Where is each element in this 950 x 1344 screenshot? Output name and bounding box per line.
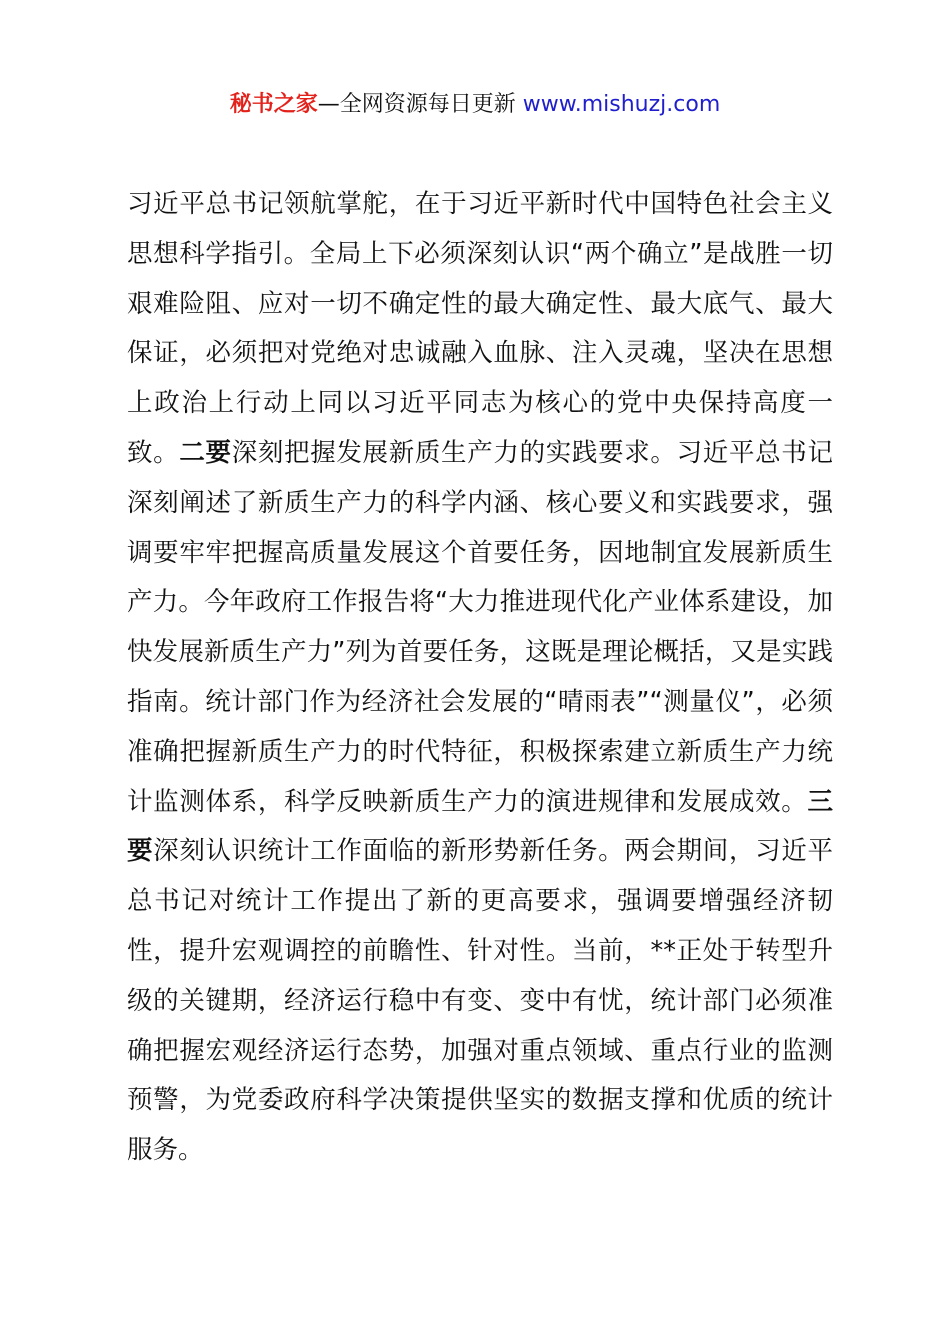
page-header (0, 88, 950, 122)
site-tagline: —全网资源每日更新 (317, 92, 523, 117)
point-three-lead: 三要 (127, 786, 833, 867)
paragraph-part-3: 深刻认识统计工作面临的新形势新任务。两会期间，习近平总书记对统计工作提出了新的更高要求，强调要增强经济韧性，提升宏观调控的前瞻性、针对性。当前，**正处于转型升级的关键期，经济运行稳中有变、变中有忧，统计部门必须准确把握宏观经济运行态势，加强对重点领域、重点行业的监测预警，为党委政府科学决策提供坚实的数据支撑和优质的统计服务。 (127, 836, 833, 1166)
body-paragraph (127, 180, 833, 1176)
site-brand: 秘书之家 (229, 92, 318, 117)
paragraph-part-2: 深刻把握发展新质生产力的实践要求。习近平总书记深刻阐述了新质生产力的科学内涵、核心要义和实践要求，强调要牢牢把握高质量发展这个首要任务，因地制宜发展新质生产力。今年政府工作报告将“大力推进现代化产业体系建设，加快发展新质生产力”列为首要任务，这既是理论概括，又是实践指南。统计部门作为经济社会发展的“晴雨表”“测量仪”，必须准确把握新质生产力的时代特征，积极探索建立新质生产力统计监测体系，科学反映新质生产力的演进规律和发展成效。 (127, 437, 833, 817)
point-two-lead: 二要 (179, 437, 232, 468)
site-url-link[interactable]: www.mishuzj.com (522, 92, 721, 117)
paragraph-part-1: 习近平总书记领航掌舵，在于习近平新时代中国特色社会主义思想科学指引。全局上下必须深刻认识“两个确立”是战胜一切艰难险阻、应对一切不确定性的最大确定性、最大底气、最大保证，必须把对党绝对忠诚融入血脉、注入灵魂，坚决在思想上政治上行动上同以习近平同志为核心的党中央保持高度一致。 (127, 189, 833, 468)
